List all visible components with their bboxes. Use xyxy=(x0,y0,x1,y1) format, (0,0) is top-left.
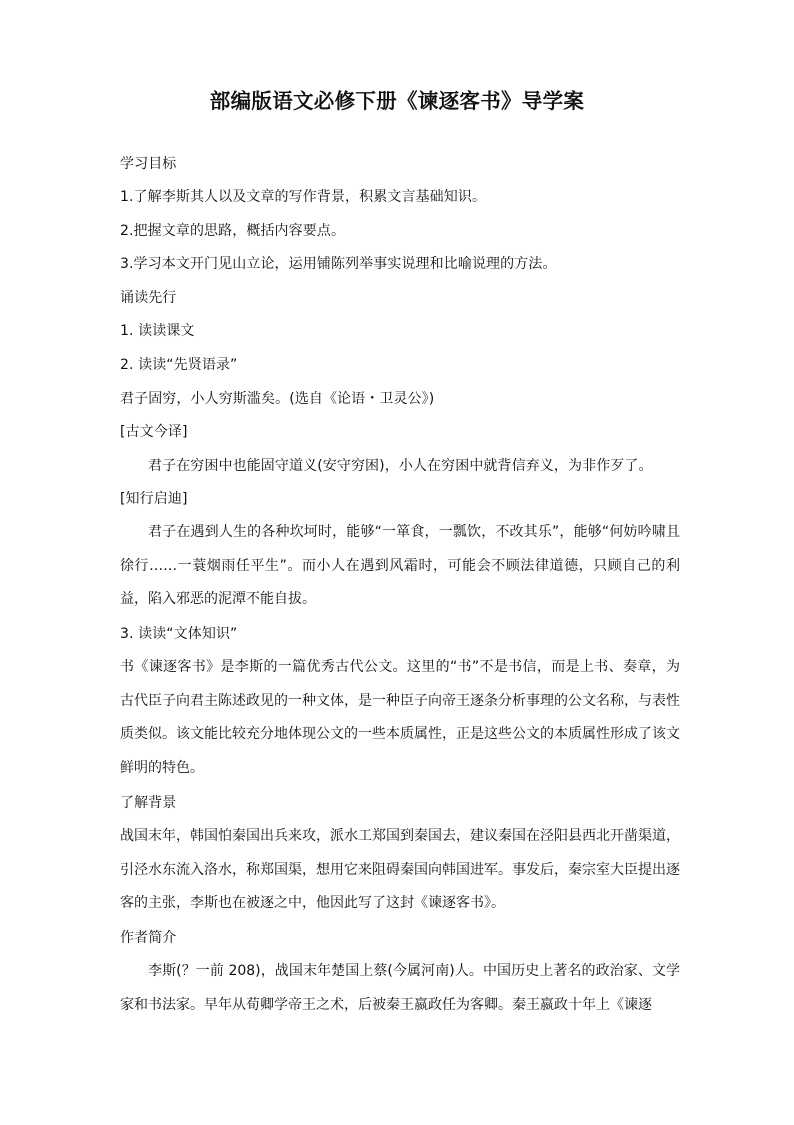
goal-item-3: 3.学习本文开门见山立论，运用铺陈列举事实说理和比喻说理的方法。 xyxy=(120,256,557,272)
insight-label: [知行启迪] xyxy=(120,491,188,507)
reading-step-2: 2. 读读“先贤语录” xyxy=(120,357,238,373)
background-paragraph: 战国末年，韩国怕秦国出兵来攻，派水工郑国到秦国去，建议秦国在泾阳县西北开凿渠道，引泾水东流入洛水，称郑国渠，想用它来阻碍秦国向韩国进军。事发后，秦宗室大臣提出逐客的主张，李斯也在被逐之中，他因此写了这封《谏逐客书》。 xyxy=(120,828,680,911)
author-heading: 作者简介 xyxy=(120,930,177,946)
reading-step-3: 3. 读读“文体知识” xyxy=(120,626,238,642)
author-paragraph: 李斯(？一前 208)，战国末年楚国上蔡(今属河南)人。中国历史上著名的政治家、文学家和书法家。早年从荀卿学帝王之术，后被秦王嬴政任为客卿。秦王嬴政十年上《谏逐 xyxy=(120,963,680,1013)
translation-label: [古文今译] xyxy=(120,424,188,440)
document-title: 部编版语文必修下册《谏逐客书》导学案 xyxy=(209,89,585,113)
goals-heading: 学习目标 xyxy=(120,156,177,172)
genre-paragraph: 书《谏逐客书》是李斯的一篇优秀古代公文。这里的“书”不是书信，而是上书、奏章，为古代臣子向君主陈述政见的一种文体，是一种臣子向帝王逐条分析事理的公文名称，与表性质类似。该文能比较充分地体现公文的一些本质属性，正是这些公文的本质属性形成了该文鲜明的特色。 xyxy=(120,659,680,776)
background-heading: 了解背景 xyxy=(120,795,177,811)
goal-item-2: 2.把握文章的思路，概括内容要点。 xyxy=(120,223,346,239)
goal-item-1: 1.了解李斯其人以及文章的写作背景，积累文言基础知识。 xyxy=(120,189,487,205)
insight-paragraph: 君子在遇到人生的各种坎坷时，能够“一箪食，一瓢饮，不改其乐”，能够“何妨吟啸且徐行……一蓑烟雨任平生”。而小人在遇到风霜时，可能会不顾法律道德，只顾自己的利益，陷入邪恶的泥潭不能自拔。 xyxy=(120,524,680,607)
reading-step-1: 1. 读读课文 xyxy=(120,323,195,339)
classic-quote: 君子固穷，小人穷斯滥矣。(选自《论语・卫灵公》) xyxy=(120,391,435,407)
reading-heading: 诵读先行 xyxy=(120,290,177,306)
translation-text: 君子在穷困中也能固守道义(安守穷困)，小人在穷困中就背信弃义，为非作歹了。 xyxy=(148,458,653,474)
